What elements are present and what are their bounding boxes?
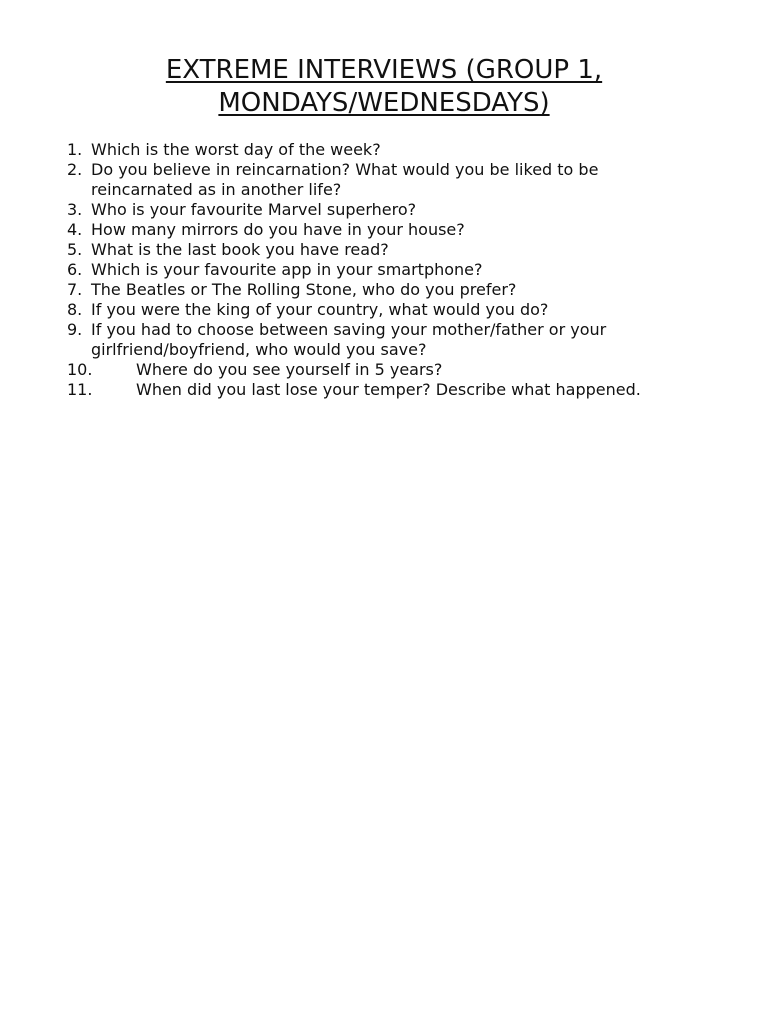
question-text: Do you believe in reincarnation? What would you be liked to be reincarnated as in another life? (91, 160, 599, 199)
list-item (67, 360, 727, 380)
list-item (67, 160, 727, 200)
list-item (67, 320, 727, 360)
question-number: 10. (67, 360, 93, 379)
question-text: When did you last lose your temper? Describe what happened. (136, 380, 641, 399)
list-item (67, 260, 727, 280)
question-text: Where do you see yourself in 5 years? (136, 360, 443, 379)
question-text: Who is your favourite Marvel superhero? (91, 200, 417, 219)
question-text: How many mirrors do you have in your house? (91, 220, 465, 239)
question-text: If you had to choose between saving your mother/father or your girlfriend/boyfriend, who would you save? (91, 320, 607, 359)
question-number: 4. (67, 220, 83, 239)
question-number: 3. (67, 200, 83, 219)
list-item (67, 300, 727, 320)
question-text: Which is the worst day of the week? (91, 140, 381, 159)
list-item (67, 240, 727, 260)
list-item (67, 200, 727, 220)
list-item (67, 380, 727, 400)
question-list (67, 140, 727, 400)
question-text: What is the last book you have read? (91, 240, 389, 259)
question-text: The Beatles or The Rolling Stone, who do you prefer? (91, 280, 517, 299)
question-number: 6. (67, 260, 83, 279)
question-number: 2. (67, 160, 83, 179)
question-number: 1. (67, 140, 83, 159)
question-number: 8. (67, 300, 83, 319)
list-item (67, 280, 727, 300)
title-line-1: EXTREME INTERVIEWS (GROUP 1, (165, 55, 603, 85)
question-number: 7. (67, 280, 83, 299)
question-text: If you were the king of your country, what would you do? (91, 300, 549, 319)
page-title (0, 54, 768, 120)
question-text: Which is your favourite app in your smartphone? (91, 260, 483, 279)
question-number: 9. (67, 320, 83, 339)
question-number: 11. (67, 380, 93, 399)
list-item (67, 220, 727, 240)
list-item (67, 140, 727, 160)
title-line-2: MONDAYS/WEDNESDAYS) (218, 88, 550, 118)
question-number: 5. (67, 240, 83, 259)
